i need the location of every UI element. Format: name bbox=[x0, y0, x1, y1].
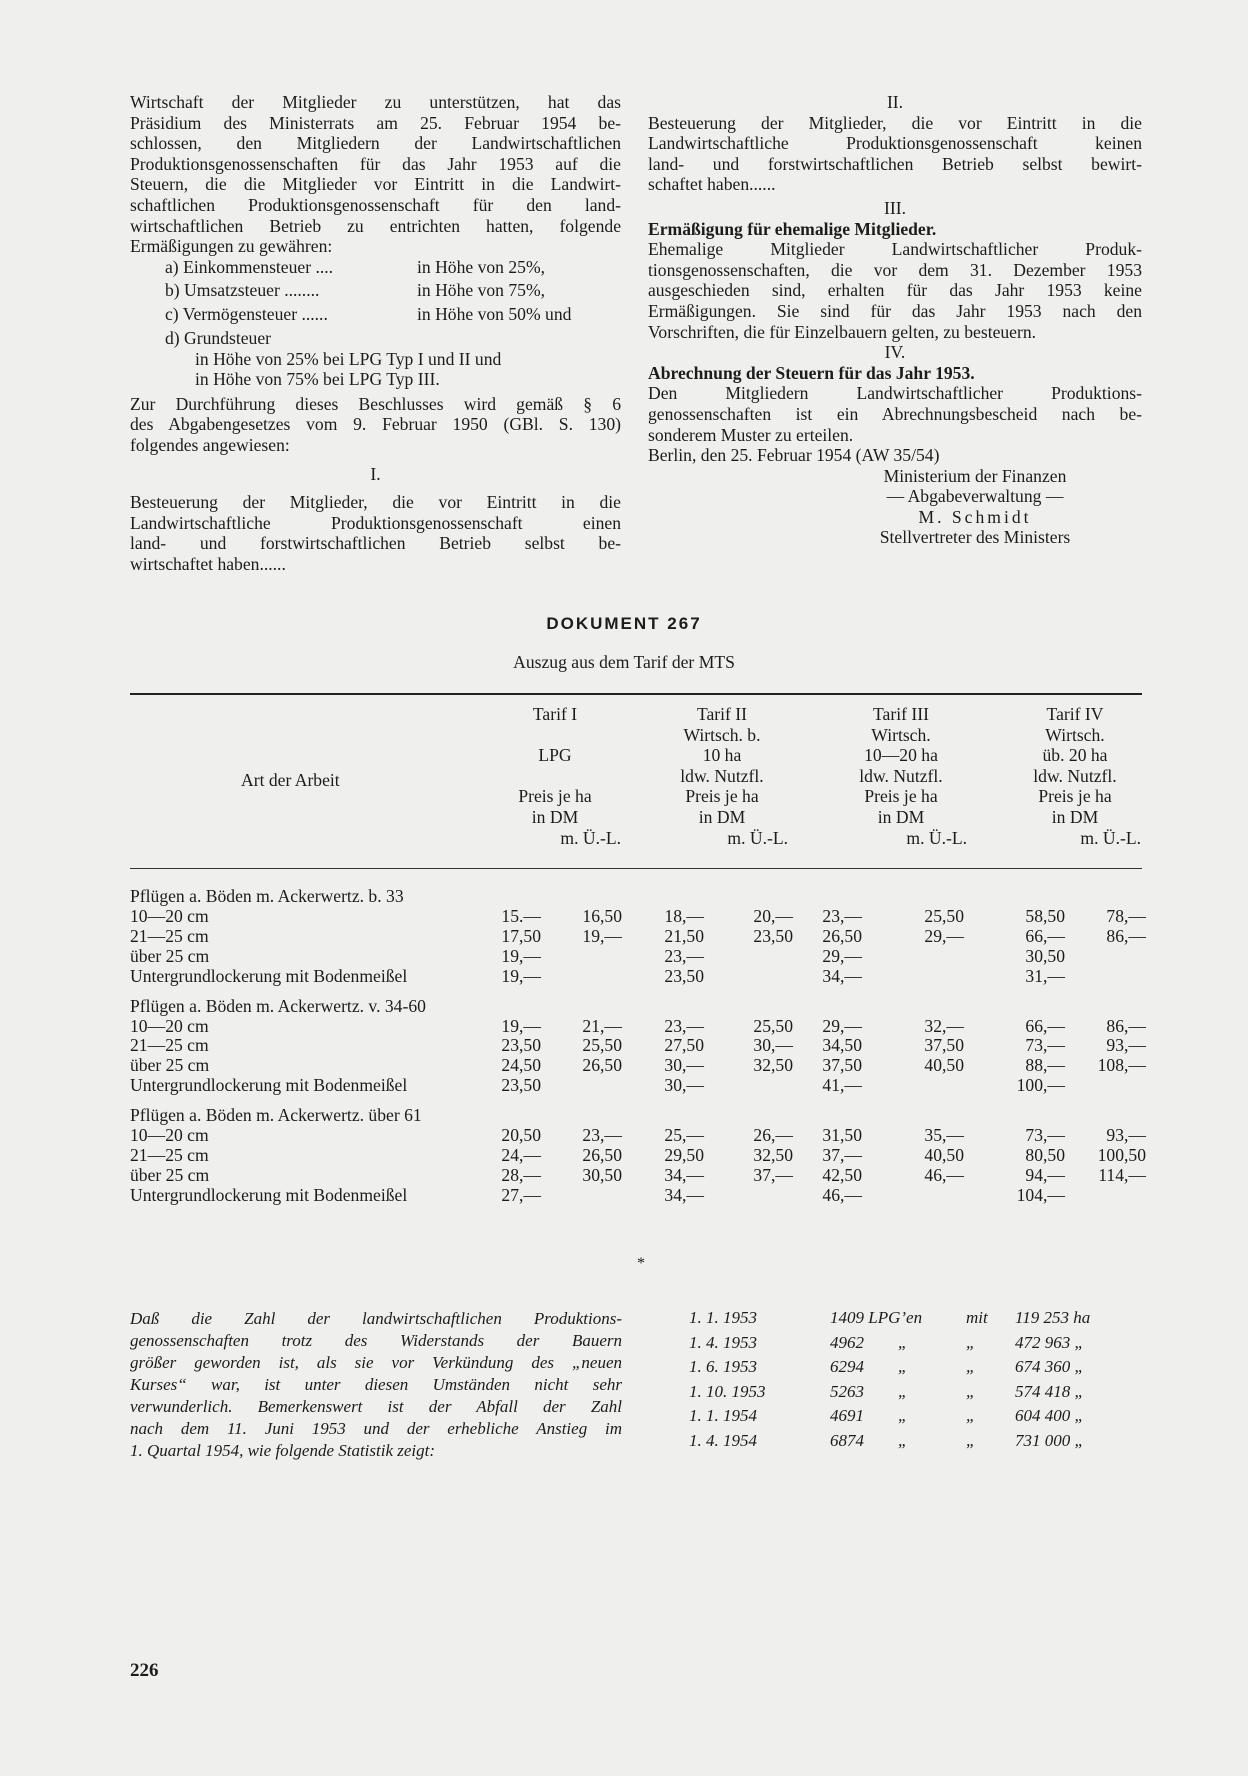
table-row bbox=[0, 966, 1248, 986]
table-group bbox=[0, 996, 1248, 1096]
text-line: größer geworden ist, als sie vor Verkündung des „neuen bbox=[130, 1353, 622, 1372]
text-line: Besteuerung der Mitglieder, die vor Eintritt in die bbox=[130, 492, 621, 513]
table-cell: 16,50 bbox=[582, 906, 622, 926]
table-cell: 94,— bbox=[1025, 1164, 1065, 1185]
statistics-list bbox=[0, 1308, 1248, 1456]
table-cell: 25,— bbox=[664, 1125, 704, 1146]
table-group-heading bbox=[0, 886, 1248, 906]
table-cell: 34,— bbox=[822, 965, 862, 986]
section-i-text bbox=[130, 492, 621, 574]
stat-area: 731 000 „ bbox=[1015, 1430, 1084, 1450]
table-cell: 34,— bbox=[664, 1164, 704, 1185]
separator-asterisk: * bbox=[637, 1255, 645, 1272]
table-row bbox=[0, 1016, 1248, 1036]
table-cell: 93,— bbox=[1106, 1035, 1146, 1056]
table-cell: 93,— bbox=[1106, 1125, 1146, 1146]
section-iii-text bbox=[648, 239, 1142, 342]
text-line: tionsgenossenschaften, die vor dem 31. Dezember 1953 bbox=[648, 259, 1142, 280]
table-row bbox=[0, 1075, 1248, 1095]
left-column bbox=[130, 92, 621, 574]
text-line: Steuern, die die Mitglieder vor Eintritt in die Landwirt- bbox=[130, 174, 621, 195]
table-cell: 100,50 bbox=[1097, 1145, 1146, 1166]
table-cell: 41,— bbox=[822, 1075, 862, 1096]
table-cell: 30,50 bbox=[582, 1164, 622, 1185]
table-cell: 66,— bbox=[1025, 925, 1065, 946]
stat-count: 6294 bbox=[830, 1357, 864, 1377]
text-line: Vorschriften, die für Einzelbauern gelten, zu besteuern. bbox=[648, 321, 1037, 342]
table-row bbox=[0, 1185, 1248, 1205]
table-cell: 31,50 bbox=[822, 1125, 862, 1146]
stat-ditto: „ bbox=[898, 1332, 908, 1352]
table-cell: 37,— bbox=[753, 1164, 793, 1185]
column-header-art: Art der Arbeit bbox=[241, 770, 340, 790]
stat-ditto: „ bbox=[898, 1406, 908, 1426]
section-ii-text bbox=[648, 113, 1142, 195]
statistics-row bbox=[0, 1308, 1248, 1333]
table-cell: 104,— bbox=[1016, 1184, 1065, 1205]
stat-mit: mit bbox=[966, 1308, 988, 1327]
table-cell: 29,— bbox=[924, 925, 964, 946]
signature-role: Stellvertreter des Ministers bbox=[879, 527, 1071, 548]
document-title: DOKUMENT 267 bbox=[546, 614, 702, 633]
table-cell: 108,— bbox=[1097, 1055, 1146, 1076]
text-line: schaftlichen Produktionsgenossenschaft für den land- bbox=[130, 194, 621, 215]
table-row bbox=[0, 946, 1248, 966]
table-cell: 37,— bbox=[822, 1145, 862, 1166]
table-row bbox=[0, 926, 1248, 946]
table-cell: 42,50 bbox=[822, 1164, 862, 1185]
row-label: 21—25 cm bbox=[130, 925, 209, 946]
text-line: sonderem Muster zu erteilen. bbox=[648, 424, 854, 445]
table-cell: 27,50 bbox=[664, 1035, 704, 1056]
text-line: Präsidium des Ministerrats am 25. Februar 1954 be- bbox=[130, 112, 621, 133]
dateline: Berlin, den 25. Februar 1954 (AW 35/54) bbox=[648, 445, 940, 466]
table-cell: 58,50 bbox=[1025, 906, 1065, 926]
section-i-heading: I. bbox=[370, 463, 381, 484]
signature-name: M. Schmidt bbox=[918, 506, 1032, 527]
table-cell: 19,— bbox=[501, 965, 541, 986]
table-cell: 18,— bbox=[664, 906, 704, 926]
text-line: Zur Durchführung dieses Beschlusses wird gemäß § 6 bbox=[130, 393, 621, 414]
table-cell: 30,50 bbox=[1025, 945, 1065, 966]
stat-count: 5263 bbox=[830, 1381, 864, 1401]
table-row bbox=[0, 1125, 1248, 1145]
row-label: 10—20 cm bbox=[130, 906, 209, 926]
table-cell: 30,— bbox=[664, 1055, 704, 1076]
text-line: nach dem 11. Juni 1953 und der erhebliche Anstieg im bbox=[130, 1419, 622, 1438]
text-line: genossenschaften trotz des Widerstands der Bauern bbox=[130, 1331, 622, 1350]
document-subtitle: Auszug aus dem Tarif der MTS bbox=[513, 652, 735, 672]
text-line: Ermäßigungen. Sie sind für das Jahr 1953 nach den bbox=[648, 300, 1142, 321]
table-cell: 37,50 bbox=[924, 1035, 964, 1056]
text-line: Besteuerung der Mitglieder, die vor Eintritt in die bbox=[648, 112, 1142, 133]
table-cell: 23,— bbox=[582, 1125, 622, 1146]
row-label: 10—20 cm bbox=[130, 1125, 209, 1146]
text-line: folgendes angewiesen: bbox=[130, 434, 290, 455]
stat-mit: „ bbox=[966, 1430, 976, 1450]
table-cell: 30,— bbox=[664, 1075, 704, 1096]
stat-area: 604 400 „ bbox=[1015, 1406, 1084, 1426]
stat-date: 1. 1. 1953 bbox=[689, 1308, 757, 1327]
list-label: c) Vermögensteuer ...... bbox=[165, 303, 328, 324]
row-label: 21—25 cm bbox=[130, 1035, 209, 1056]
column-header-tarif-4: Tarif IV Wirtsch. üb. 20 ha ldw. Nutzfl. Preis je ha in DM m. Ü.-L. bbox=[1033, 704, 1141, 848]
table-cell: 26,50 bbox=[582, 1055, 622, 1076]
table-cell: 23,— bbox=[822, 906, 862, 926]
text-line: wirtschaftet haben...... bbox=[130, 553, 286, 574]
list-label: d) Grundsteuer bbox=[165, 327, 272, 348]
table-cell: 20,— bbox=[753, 906, 793, 926]
table-cell: 35,— bbox=[924, 1125, 964, 1146]
table-cell: 78,— bbox=[1106, 906, 1146, 926]
table-cell: 73,— bbox=[1025, 1125, 1065, 1146]
row-label: über 25 cm bbox=[130, 1055, 210, 1076]
table-cell: 27,— bbox=[501, 1184, 541, 1205]
table-cell: 17,50 bbox=[501, 925, 541, 946]
table-cell: 25,50 bbox=[753, 1015, 793, 1036]
list-item-c bbox=[130, 304, 621, 328]
table-cell: 25,50 bbox=[924, 906, 964, 926]
text-line: ausgeschieden sind, erhalten für das Jahr 1953 keine bbox=[648, 280, 1142, 301]
table-cell: 24,— bbox=[501, 1145, 541, 1166]
section-iv-title: Abrechnung der Steuern für das Jahr 1953. bbox=[648, 362, 975, 383]
stat-area: 119 253 ha bbox=[1015, 1308, 1091, 1327]
row-label: Untergrundlockerung mit Bodenmeißel bbox=[130, 1184, 408, 1205]
statistics-row bbox=[0, 1382, 1248, 1407]
stat-date: 1. 10. 1953 bbox=[689, 1381, 766, 1401]
right-column bbox=[648, 92, 1142, 548]
stat-date: 1. 6. 1953 bbox=[689, 1357, 757, 1377]
stat-ditto: „ bbox=[898, 1357, 908, 1377]
stat-mit: „ bbox=[966, 1406, 976, 1426]
section-iv-heading: IV. bbox=[884, 342, 906, 363]
stat-ditto: „ bbox=[898, 1381, 908, 1401]
table-cell: 34,50 bbox=[822, 1035, 862, 1056]
table-cell: 26,50 bbox=[582, 1145, 622, 1166]
table-group-heading bbox=[0, 1105, 1248, 1125]
statistics-row bbox=[0, 1357, 1248, 1382]
stat-count: 6874 bbox=[830, 1430, 864, 1450]
row-label: 21—25 cm bbox=[130, 1145, 209, 1166]
table-row bbox=[0, 1055, 1248, 1075]
table-cell: 20,50 bbox=[501, 1125, 541, 1146]
column-header-tarif-3: Tarif III Wirtsch. 10—20 ha ldw. Nutzfl. Preis je ha in DM m. Ü.-L. bbox=[859, 704, 967, 848]
signature-ministry: Ministerium der Finanzen bbox=[883, 465, 1067, 486]
section-iii-title: Ermäßigung für ehemalige Mitglieder. bbox=[648, 218, 937, 239]
table-cell: 80,50 bbox=[1025, 1145, 1065, 1166]
table-cell: 25,50 bbox=[582, 1035, 622, 1056]
intro-paragraph bbox=[130, 92, 621, 257]
text-line: des Abgabengesetzes vom 9. Februar 1950 (GBl. S. 130) bbox=[130, 414, 621, 435]
table-cell: 88,— bbox=[1025, 1055, 1065, 1076]
table-cell: 73,— bbox=[1025, 1035, 1065, 1056]
text-line: genossenschaften ist ein Abrechnungsbescheid nach be- bbox=[648, 403, 1142, 424]
table-cell: 26,50 bbox=[822, 925, 862, 946]
table-group bbox=[0, 886, 1248, 986]
table-cell: 46,— bbox=[822, 1184, 862, 1205]
stat-area: 674 360 „ bbox=[1015, 1357, 1084, 1377]
statistics-row bbox=[0, 1431, 1248, 1456]
text-line: Produktionsgenossenschaften für das Jahr 1953 auf die bbox=[130, 153, 621, 174]
table-cell: 114,— bbox=[1098, 1164, 1146, 1185]
row-label: über 25 cm bbox=[130, 945, 210, 966]
text-line: Daß die Zahl der landwirtschaftlichen Produktions- bbox=[130, 1309, 622, 1328]
table-row bbox=[0, 1165, 1248, 1185]
list-item-a bbox=[130, 257, 621, 281]
table-group bbox=[0, 1105, 1248, 1205]
group-heading-label: Pflügen a. Böden m. Ackerwertz. über 61 bbox=[130, 1105, 422, 1126]
table-cell: 23,50 bbox=[501, 1075, 541, 1096]
text-line: Kurses“ war, ist unter diesen Umständen nicht sehr bbox=[130, 1375, 622, 1394]
text-line: land- und forstwirtschaftlichen Betrieb selbst be- bbox=[130, 533, 621, 554]
stat-area: 472 963 „ bbox=[1015, 1332, 1084, 1352]
statistics-row bbox=[0, 1406, 1248, 1431]
section-iii-heading: III. bbox=[884, 197, 906, 218]
text-line: Landwirtschaftliche Produktionsgenossenschaft einen bbox=[130, 512, 621, 533]
list-label: a) Einkommensteuer .... bbox=[165, 256, 334, 277]
stat-ditto: „ bbox=[898, 1430, 908, 1450]
row-label: Untergrundlockerung mit Bodenmeißel bbox=[130, 965, 408, 986]
stat-area: 574 418 „ bbox=[1015, 1381, 1084, 1401]
signature-department: — Abgabeverwaltung — bbox=[886, 486, 1064, 507]
text-line: schaftet haben...... bbox=[648, 174, 776, 195]
column-header-tarif-2: Tarif II Wirtsch. b. 10 ha ldw. Nutzfl. Preis je ha in DM m. Ü.-L. bbox=[680, 704, 788, 848]
table-header-rule bbox=[130, 868, 1142, 869]
table-cell: 37,50 bbox=[822, 1055, 862, 1076]
stat-date: 1. 1. 1954 bbox=[689, 1406, 757, 1426]
list-label: b) Umsatzsteuer ........ bbox=[165, 280, 320, 301]
stat-mit: „ bbox=[966, 1357, 976, 1377]
table-cell: 24,50 bbox=[501, 1055, 541, 1076]
table-cell: 19,— bbox=[501, 1015, 541, 1036]
table-cell: 46,— bbox=[924, 1164, 964, 1185]
text-line: verwunderlich. Bemerkenswert ist der Abfall der Zahl bbox=[130, 1397, 622, 1416]
reduction-list bbox=[130, 257, 621, 390]
table-cell: 19,— bbox=[501, 945, 541, 966]
text-line: land- und forstwirtschaftlichen Betrieb selbst bewirt- bbox=[648, 153, 1142, 174]
text-line: Ehemalige Mitglieder Landwirtschaftlicher Produk- bbox=[648, 239, 1142, 260]
text-line: Ermäßigungen zu gewähren: bbox=[130, 236, 333, 257]
table-group-heading bbox=[0, 996, 1248, 1016]
table-cell: 21,50 bbox=[664, 925, 704, 946]
table-cell: 28,— bbox=[501, 1164, 541, 1185]
table-cell: 31,— bbox=[1025, 965, 1065, 986]
execution-paragraph bbox=[130, 394, 621, 456]
table-cell: 23,— bbox=[664, 945, 704, 966]
stat-date: 1. 4. 1953 bbox=[689, 1332, 757, 1352]
signature-block bbox=[648, 466, 1142, 548]
group-heading-label: Pflügen a. Böden m. Ackerwertz. v. 34-60 bbox=[130, 995, 426, 1016]
stat-mit: „ bbox=[966, 1332, 976, 1352]
stat-mit: „ bbox=[966, 1381, 976, 1401]
table-row bbox=[0, 906, 1248, 926]
text-line: Landwirtschaftliche Produktionsgenossenschaft keinen bbox=[648, 133, 1142, 154]
row-label: Untergrundlockerung mit Bodenmeißel bbox=[130, 1075, 408, 1096]
table-cell: 19,— bbox=[582, 925, 622, 946]
text-line: Den Mitgliedern Landwirtschaftlicher Produktions- bbox=[648, 383, 1142, 404]
list-value: in Höhe von 25%, bbox=[417, 256, 546, 277]
table-cell: 23,— bbox=[664, 1015, 704, 1036]
table-cell: 34,— bbox=[664, 1184, 704, 1205]
table-cell: 32,50 bbox=[753, 1145, 793, 1166]
table-cell: 29,— bbox=[822, 945, 862, 966]
table-cell: 23,50 bbox=[664, 965, 704, 986]
text-line: 1. Quartal 1954, wie folgende Statistik zeigt: bbox=[130, 1441, 436, 1460]
table-cell: 40,50 bbox=[924, 1145, 964, 1166]
text-line: schlossen, den Mitgliedern der Landwirtschaftlichen bbox=[130, 133, 621, 154]
table-cell: 66,— bbox=[1025, 1015, 1065, 1036]
table-row bbox=[0, 1035, 1248, 1055]
table-cell: 86,— bbox=[1106, 1015, 1146, 1036]
list-item-d bbox=[130, 328, 621, 349]
table-cell: 29,50 bbox=[664, 1145, 704, 1166]
list-item-d-line: in Höhe von 25% bei LPG Typ I und II und bbox=[195, 348, 502, 369]
row-label: über 25 cm bbox=[130, 1164, 210, 1185]
group-heading-label: Pflügen a. Böden m. Ackerwertz. b. 33 bbox=[130, 886, 404, 906]
table-cell: 32,50 bbox=[753, 1055, 793, 1076]
stat-count: 4962 bbox=[830, 1332, 864, 1352]
table-cell: 100,— bbox=[1016, 1075, 1065, 1096]
list-value: in Höhe von 75%, bbox=[417, 280, 546, 301]
text-line: wirtschaftlichen Betrieb zu entrichten hatten, folgende bbox=[130, 215, 621, 236]
statistics-row bbox=[0, 1333, 1248, 1358]
table-cell: 29,— bbox=[822, 1015, 862, 1036]
table-row bbox=[0, 1145, 1248, 1165]
table-cell: 30,— bbox=[753, 1035, 793, 1056]
table-cell: 15.— bbox=[501, 906, 541, 926]
page-number: 226 bbox=[130, 1660, 159, 1681]
table-cell: 23,50 bbox=[753, 925, 793, 946]
table-cell: 26,— bbox=[753, 1125, 793, 1146]
column-header-tarif-1: Tarif I LPG Preis je ha in DM m. Ü.-L. bbox=[518, 704, 621, 848]
section-iv-text bbox=[648, 383, 1142, 445]
table-cell: 21,— bbox=[582, 1015, 622, 1036]
row-label: 10—20 cm bbox=[130, 1015, 209, 1036]
list-item-d-line: in Höhe von 75% bei LPG Typ III. bbox=[195, 369, 440, 390]
table-body bbox=[0, 886, 1248, 1215]
table-cell: 32,— bbox=[924, 1015, 964, 1036]
table-cell: 23,50 bbox=[501, 1035, 541, 1056]
text-line: Wirtschaft der Mitglieder zu unterstützen, hat das bbox=[130, 92, 621, 112]
stat-date: 1. 4. 1954 bbox=[689, 1430, 757, 1450]
table-cell: 86,— bbox=[1106, 925, 1146, 946]
section-ii-heading: II. bbox=[886, 92, 904, 112]
table-top-rule bbox=[130, 693, 1142, 695]
table-cell: 40,50 bbox=[924, 1055, 964, 1076]
stat-count: 4691 bbox=[830, 1406, 864, 1426]
list-item-b bbox=[130, 280, 621, 304]
stat-count: 1409 LPG’en bbox=[830, 1308, 923, 1327]
list-value: in Höhe von 50% und bbox=[417, 303, 572, 324]
